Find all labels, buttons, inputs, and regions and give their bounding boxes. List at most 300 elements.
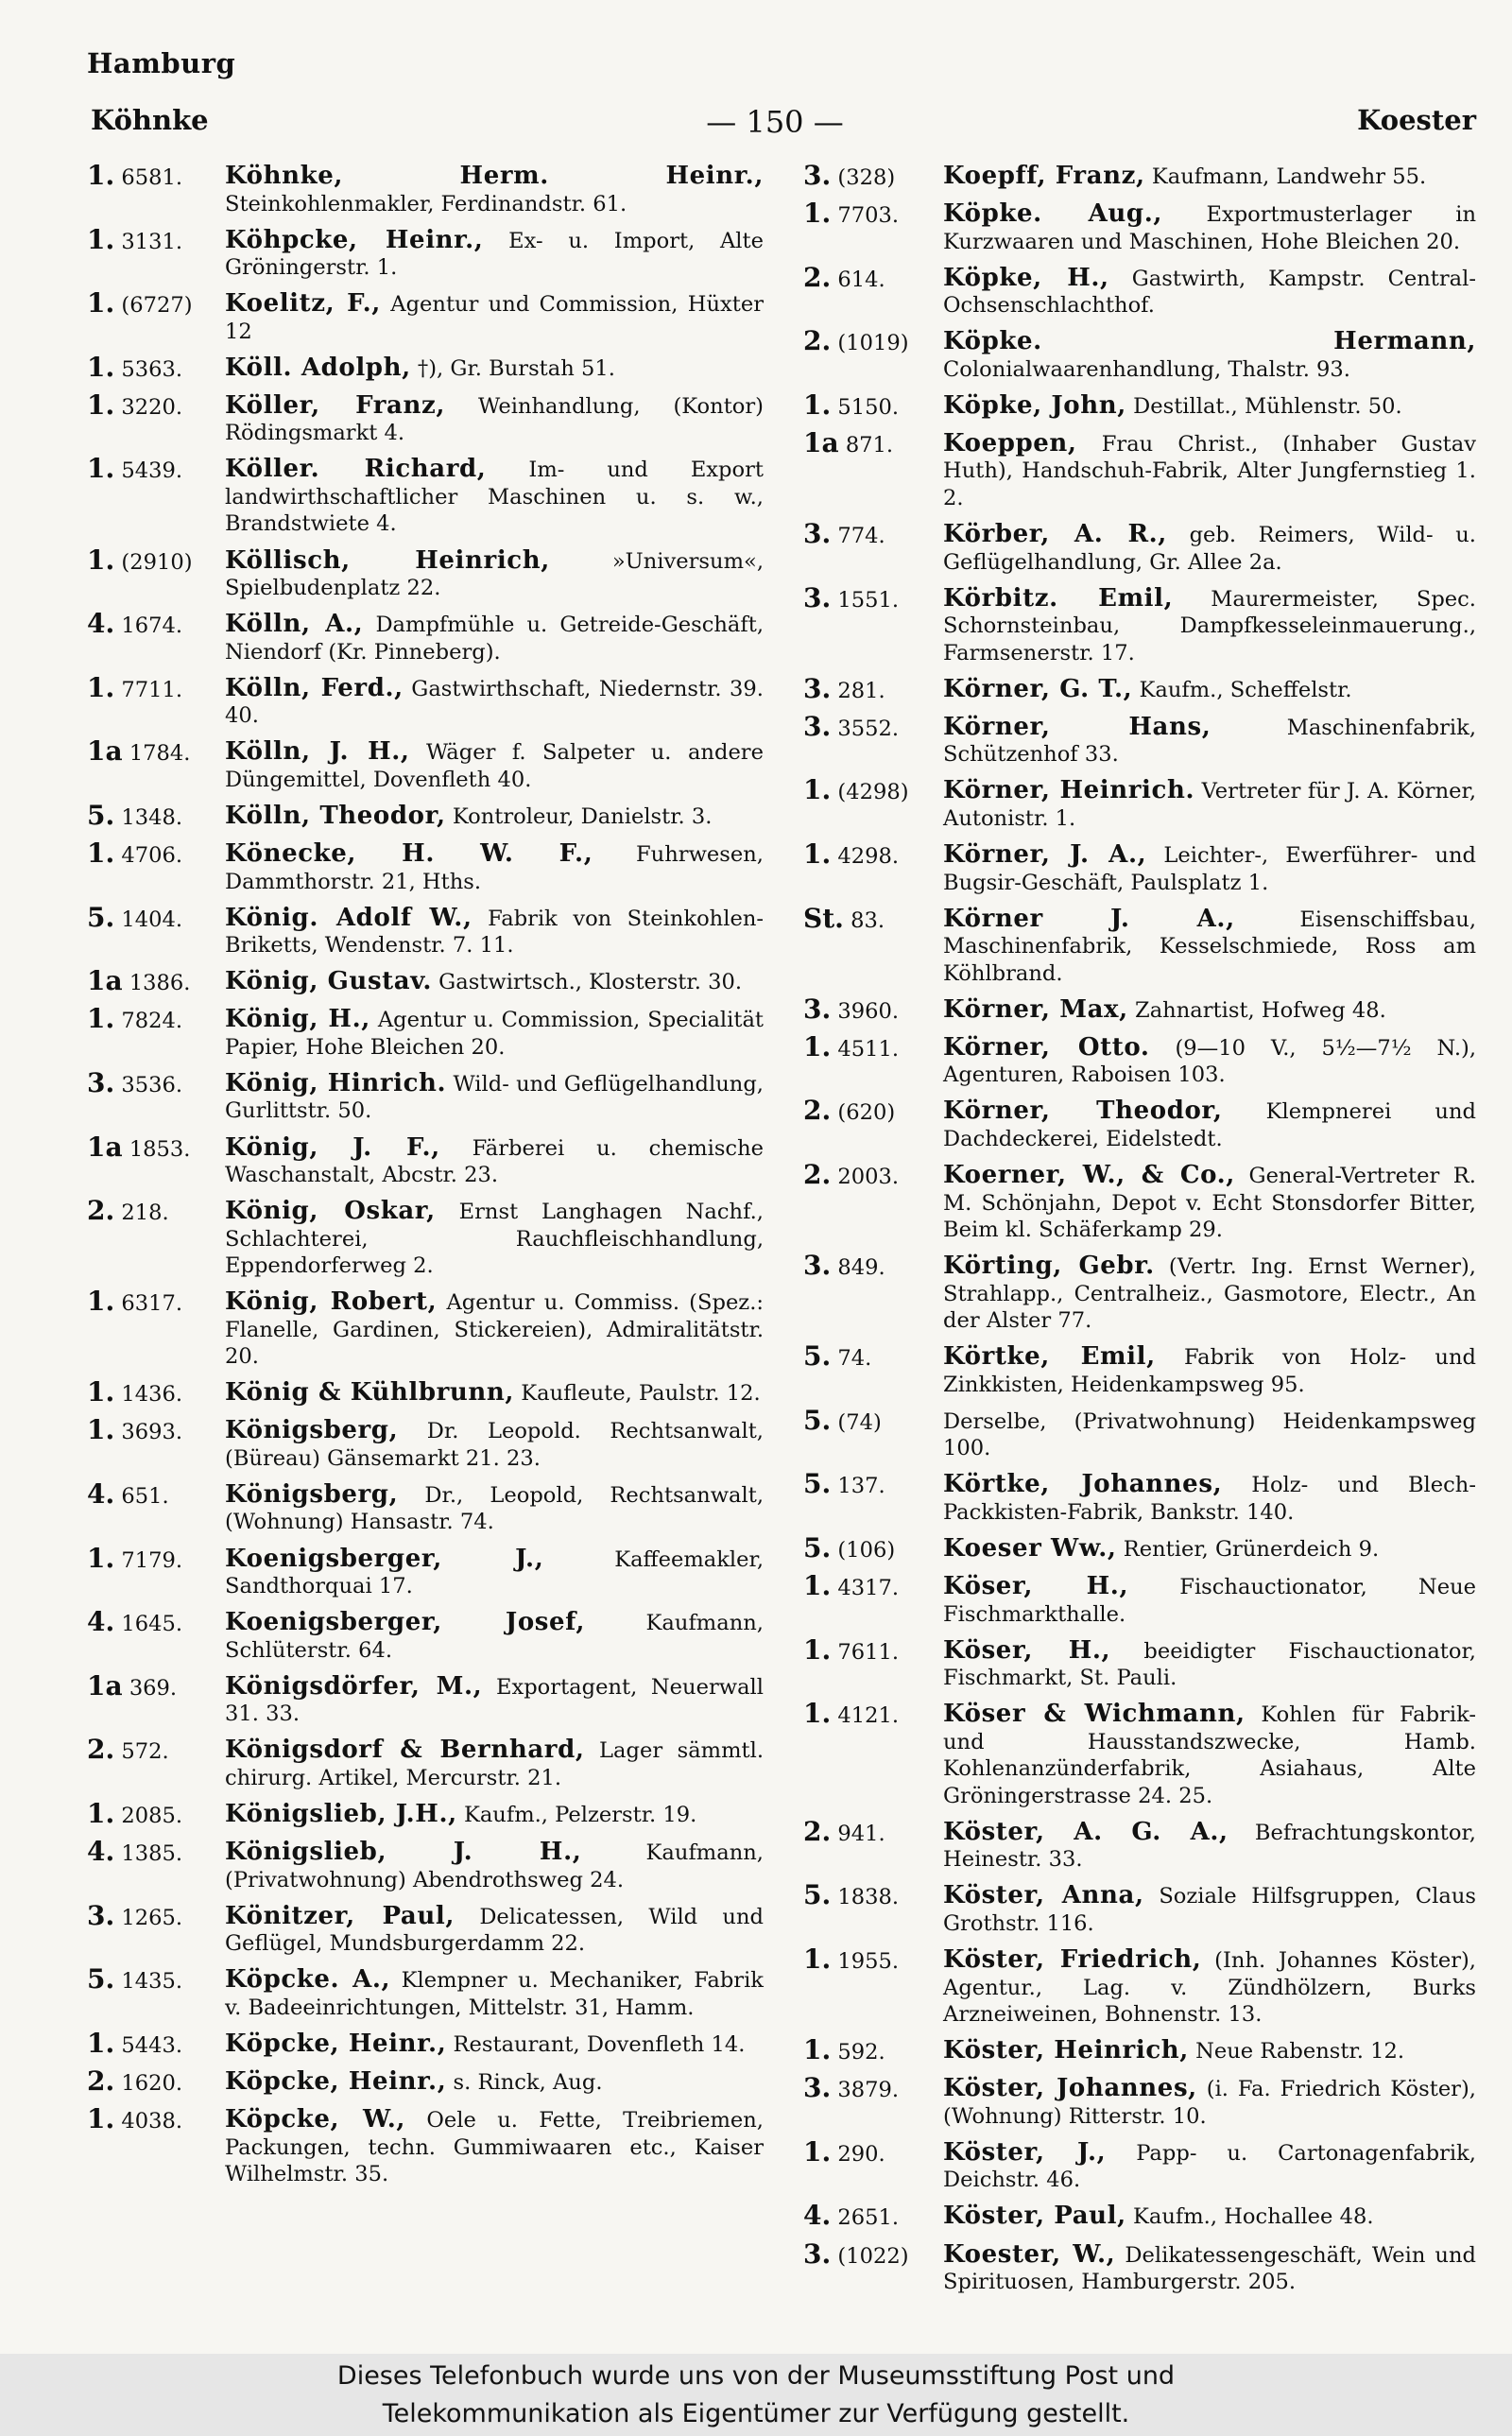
directory-entry [87, 1836, 764, 1893]
subscriber-name: Kölln, A., [225, 610, 364, 639]
line-number: 290. [837, 2141, 885, 2167]
directory-entry [87, 1963, 764, 2021]
subscriber-name: Körner J. A., [943, 904, 1235, 933]
exchange-code: 3. [803, 1250, 832, 1282]
exchange-code: 3. [803, 710, 832, 742]
phone-number [87, 160, 225, 217]
exchange-code: 1. [87, 2103, 115, 2134]
directory-entry [87, 223, 764, 282]
phone-number [803, 1250, 943, 1335]
entry-text [225, 547, 764, 602]
line-number: 592. [837, 2040, 885, 2065]
entry-text [225, 1134, 764, 1189]
directory-entry [803, 993, 1476, 1026]
directory-entry [803, 200, 1476, 255]
entry-text [943, 163, 1476, 192]
entry-text [943, 1637, 1476, 1692]
line-number: 1674. [121, 613, 183, 639]
directory-entry [803, 1097, 1476, 1152]
subscriber-details: Im- und Export landwirthschaftlicher Maschinen u. s. w., Brandstwiete 4. [225, 458, 764, 537]
entry-text [943, 1882, 1476, 1937]
entry-text [943, 1471, 1476, 1526]
entry-text [225, 1609, 764, 1664]
directory-entry [87, 389, 764, 447]
phone-number [803, 710, 943, 769]
exchange-code: 1. [803, 198, 832, 230]
line-number: 3220. [121, 394, 183, 420]
entry-text [943, 585, 1476, 667]
subscriber-details: Gastwirth, Kampstr. Central-Ochsenschlachthof. [943, 266, 1476, 319]
directory-entry [803, 1633, 1476, 1692]
subscriber-name: Körner, J. A., [943, 840, 1147, 870]
last-entry-keyword: Koester [1357, 104, 1476, 136]
subscriber-name: Köster, A. G. A., [943, 1817, 1228, 1846]
entry-text [943, 430, 1476, 512]
line-number: (328) [837, 165, 896, 190]
subscriber-name: Kölln, Theodor, [225, 801, 446, 830]
directory-entry [87, 608, 765, 665]
subscriber-name: Köster, Anna, [943, 1881, 1144, 1910]
subscriber-name: Köll. Adolph, [225, 353, 411, 382]
phone-number [87, 799, 225, 832]
subscriber-details: Lager sämmtl. chirurg. Artikel, Mercurstr. 21. [225, 1738, 764, 1790]
directory-entry [87, 1376, 764, 1408]
directory-entry [87, 2065, 764, 2098]
phone-number [87, 453, 225, 538]
subscriber-details: Rentier, Grünerdeich 9. [1123, 1536, 1380, 1562]
entry-text [225, 675, 764, 730]
directory-entry [87, 1414, 764, 1472]
line-number: 6317. [121, 1291, 183, 1317]
line-number: 3131. [121, 229, 183, 254]
subscriber-details: (Inh. Johannes Köster), Agentur., Lag. v. Zündhölzern, Burks Arzneiweinen, Bohnenstr. 13. [943, 1948, 1476, 2028]
line-number: 1265. [121, 1905, 183, 1930]
exchange-code: 1. [87, 223, 115, 255]
subscriber-details: Delikatessengeschäft, Wein und Spirituosen, Hamburgerstr. 205. [943, 2242, 1476, 2294]
directory-entry [87, 453, 764, 538]
line-number: 5363. [121, 356, 183, 382]
exchange-code: 2. [803, 1815, 832, 1847]
subscriber-details: Kontroleur, Danielstr. 3. [452, 803, 713, 829]
exchange-code: 1. [803, 389, 832, 421]
directory-entry [803, 1404, 1476, 1462]
subscriber-name: Körber, A. R., [943, 520, 1167, 549]
line-number: 774. [837, 524, 885, 549]
subscriber-details: Kaufmann, Schlüterstr. 64. [225, 1611, 764, 1663]
first-entry-keyword: Köhnke [91, 104, 209, 136]
phone-number [803, 2072, 943, 2130]
phone-number [803, 160, 943, 192]
subscriber-name: König, Oskar, [225, 1197, 436, 1226]
subscriber-name: Koester, W., [943, 2239, 1116, 2269]
subscriber-name: Köster, Paul, [943, 2202, 1126, 2231]
exchange-code: 2. [803, 261, 832, 293]
line-number: 4038. [121, 2109, 183, 2134]
subscriber-details: Dr. Leopold. Rechtsanwalt, (Büreau) Gänsemarkt 21. 23. [225, 1419, 764, 1471]
line-number: 4298. [837, 844, 900, 870]
phone-number [803, 1340, 943, 1398]
phone-number [87, 1131, 225, 1189]
line-number: 941. [837, 1821, 885, 1846]
entry-text [943, 1253, 1476, 1335]
subscriber-name: Köpke. Aug., [943, 199, 1163, 229]
subscriber-details: Maschinenfabrik, Schützenhof 33. [943, 715, 1477, 768]
subscriber-details: Frau Christ., (Inhaber Gustav Huth), Handschuh-Fabrik, Alter Jungfernstieg 1. 2. [943, 431, 1476, 510]
entry-text [225, 2106, 764, 2188]
entry-text [943, 2139, 1476, 2194]
entry-text [225, 1736, 764, 1791]
entry-text [943, 2241, 1476, 2296]
subscriber-name: König & Kühlbrunn, [225, 1378, 515, 1408]
exchange-code: 2. [87, 1195, 115, 1227]
line-number: 5439. [121, 458, 183, 484]
subscriber-name: Köser, H., [943, 1572, 1129, 1601]
entry-text [943, 714, 1476, 769]
exchange-code: 2. [803, 1095, 832, 1127]
subscriber-details: »Universum«, Spielbudenplatz 22. [225, 548, 764, 601]
phone-number [87, 1797, 225, 1830]
phone-number [803, 1159, 943, 1244]
line-number: 218. [121, 1201, 169, 1226]
subscriber-details: (i. Fa. Friedrich Köster), (Wohnung) Ritterstr. 10. [943, 2077, 1476, 2129]
exchange-code: 1. [803, 1570, 832, 1602]
entry-text [943, 2075, 1476, 2130]
phone-number [803, 1468, 943, 1526]
exchange-code: 5. [87, 799, 115, 831]
subscriber-details: (Vertr. Ing. Ernst Werner), Strahlapp., Centralheiz., Gasmotore, Electr., An der Alster 77. [943, 1254, 1476, 1334]
directory-entry [803, 1946, 1476, 2029]
exchange-code: 1a [87, 1131, 123, 1163]
subscriber-name: Köser & Wichmann, [943, 1700, 1246, 1729]
exchange-code: 1. [87, 1797, 115, 1829]
entry-text [943, 1819, 1476, 1874]
line-number: 3552. [837, 716, 900, 741]
exchange-code: 1. [87, 2027, 115, 2059]
phone-number [803, 902, 943, 988]
phone-number [87, 287, 225, 345]
exchange-code: 3. [87, 1899, 115, 1931]
subscriber-details: Exportagent, Neuerwall 31. 33. [225, 1674, 765, 1727]
directory-entry [87, 351, 764, 384]
directory-entry [87, 1477, 765, 1536]
exchange-code: 2. [803, 1159, 832, 1190]
line-number: 7179. [121, 1547, 183, 1573]
phone-number [803, 2034, 943, 2066]
subscriber-name: Köpcke, W., [225, 2105, 406, 2134]
entry-text [943, 841, 1476, 896]
exchange-code: 3. [803, 2237, 832, 2270]
subscriber-details: Wild- und Geflügelhandlung, Gurlittstr. 50. [225, 1071, 764, 1124]
subscriber-name: Koepff, Franz, [943, 162, 1145, 190]
directory-entry [87, 1736, 764, 1791]
phone-number [87, 1836, 225, 1893]
directory-entry [87, 1606, 764, 1664]
phone-number [87, 1736, 225, 1791]
subscriber-details: Soziale Hilfsgruppen, Claus Grothstr. 116. [943, 1884, 1477, 1936]
subscriber-name: Köster, Johannes, [943, 2074, 1197, 2103]
subscriber-name: König, Gustav. [225, 967, 432, 996]
exchange-code: 4. [87, 1606, 115, 1638]
line-number: 1645. [121, 1612, 183, 1637]
subscriber-details: Restaurant, Dovenfleth 14. [453, 2031, 746, 2057]
line-number: 83. [850, 907, 885, 933]
subscriber-details: Klempner u. Mechaniker, Fabrik v. Badeeinrichtungen, Mittelstr. 31, Hamm. [225, 1968, 764, 2020]
subscriber-details: Kaufm., Scheffelstr. [1139, 677, 1352, 702]
phone-number [87, 1606, 225, 1664]
subscriber-name: Köster, Heinrich, [943, 2036, 1189, 2065]
subscriber-name: Köster, J., [943, 2137, 1107, 2167]
exchange-code: 1. [803, 1698, 832, 1730]
line-number: (4298) [837, 780, 909, 805]
subscriber-details: Dampfmühle u. Getreide-Geschäft, Niendorf (Kr. Pinneberg). [225, 613, 765, 665]
directory-entry [87, 544, 764, 602]
subscriber-details: Colonialwaarenhandlung, Thalstr. 93. [943, 356, 1350, 382]
exchange-code: 1. [87, 671, 115, 703]
entry-text [943, 1034, 1476, 1089]
subscriber-details: Neue Rabenstr. 12. [1195, 2039, 1405, 2065]
directory-entry [803, 1879, 1477, 1937]
entry-text [225, 1673, 764, 1728]
subscriber-details: Ex- u. Import, Alte Gröningerstr. 1. [225, 228, 764, 281]
exchange-code: 5. [87, 901, 115, 933]
subscriber-name: Königsdorf & Bernhard, [225, 1736, 585, 1765]
directory-entry [803, 389, 1476, 422]
phone-number [803, 993, 943, 1026]
phone-number [87, 223, 225, 282]
subscriber-name: Kölln, J. H., [225, 737, 410, 767]
phone-number [803, 1946, 943, 2029]
directory-entry [803, 1159, 1476, 1244]
subscriber-details: Steinkohlenmakler, Ferdinandstr. 61. [225, 191, 627, 216]
subscriber-name: Körbitz. Emil, [943, 583, 1174, 613]
entry-text [225, 1006, 764, 1061]
phone-number [803, 581, 943, 667]
phone-number [803, 2135, 943, 2194]
subscriber-name: König, Hinrich. [225, 1068, 447, 1097]
footer-notice [0, 2354, 1512, 2436]
line-number: 2651. [837, 2205, 900, 2231]
directory-entry [803, 1250, 1476, 1335]
directory-entry [803, 160, 1476, 192]
footer-line-2: Telekommunikation als Eigentümer zur Verfügung gestellt. [382, 2399, 1130, 2428]
directory-entry [87, 1669, 765, 1728]
phone-number [87, 544, 225, 602]
phone-number [803, 200, 943, 255]
left-column [87, 160, 765, 2188]
exchange-code: 1. [87, 351, 115, 383]
subscriber-name: Körner, G. T., [943, 674, 1133, 703]
subscriber-name: Königsberg, [225, 1416, 399, 1445]
subscriber-details: Exportmusterlager in Kurzwaaren und Maschinen, Hohe Bleichen 20. [943, 202, 1476, 254]
line-number: 5443. [121, 2032, 183, 2058]
subscriber-details: Gastwirthschaft, Niedernstr. 39. 40. [225, 676, 764, 729]
line-number: 871. [845, 432, 894, 458]
subscriber-name: Köller. Richard, [225, 455, 487, 484]
subscriber-name: Koenigsberger, Josef, [225, 1608, 585, 1637]
line-number: 74. [837, 1346, 872, 1372]
exchange-code: 1. [803, 2034, 832, 2066]
line-number: (1022) [837, 2243, 909, 2269]
subscriber-details: Gastwirtsch., Klosterstr. 30. [438, 970, 742, 995]
subscriber-name: Köpke. Hermann, [943, 327, 1476, 356]
line-number: 1404. [121, 907, 183, 932]
directory-entry [87, 1797, 764, 1830]
line-number: 614. [837, 267, 885, 292]
exchange-code: 5. [803, 1340, 832, 1373]
exchange-code: 1. [87, 1003, 115, 1035]
entry-text [943, 1097, 1476, 1152]
subscriber-details: beeidigter Fischauctionator, Fischmarkt, St. Pauli. [943, 1638, 1476, 1691]
phone-number [87, 1195, 225, 1280]
line-number: 5150. [837, 394, 900, 420]
line-number: 2085. [121, 1803, 183, 1828]
subscriber-name: Körner, Theodor, [943, 1097, 1223, 1126]
subscriber-details: Kaffeemakler, Sandthorquai 17. [225, 1546, 765, 1599]
directory-entry [803, 838, 1476, 896]
phone-number [803, 2200, 943, 2232]
entry-text [943, 521, 1476, 576]
subscriber-name: Koelitz, F., [225, 289, 381, 319]
entry-text [225, 1801, 764, 1830]
exchange-code: 1. [87, 160, 115, 191]
phone-number [87, 1669, 225, 1728]
directory-entry [87, 2027, 764, 2060]
subscriber-details: Kaufleute, Paulstr. 12. [521, 1381, 761, 1407]
subscriber-name: Köpke, H., [943, 263, 1109, 292]
entry-text [225, 1198, 764, 1280]
subscriber-details: Oele u. Fette, Treibriemen, Packungen, techn. Gummiwaaren etc., Kaiser Wilhelmstr. 35. [225, 2108, 764, 2186]
entry-text [943, 1343, 1476, 1398]
phone-number [803, 1531, 943, 1564]
subscriber-name: Körner, Max, [943, 994, 1128, 1024]
phone-number [87, 1477, 225, 1536]
exchange-code: 5. [87, 1963, 115, 1995]
subscriber-details: Kaufm., Hochallee 48. [1133, 2204, 1374, 2230]
phone-number [803, 2237, 943, 2296]
exchange-code: 3. [87, 1066, 115, 1098]
directory-entry [803, 2072, 1476, 2130]
entry-text [943, 392, 1476, 422]
entry-text [225, 354, 764, 384]
exchange-code: 1. [87, 1542, 115, 1574]
subscriber-name: Königsdörfer, M., [225, 1671, 483, 1701]
line-number: 137. [837, 1474, 885, 1499]
phone-number [803, 774, 943, 832]
phone-number [803, 426, 943, 512]
subscriber-name: Koeser Ww., [943, 1533, 1117, 1563]
exchange-code: 1. [803, 774, 832, 806]
exchange-code: 5. [803, 1531, 832, 1564]
directory-entry [87, 1066, 764, 1125]
phone-number [87, 671, 225, 730]
subscriber-name: Köller, Franz, [225, 390, 446, 420]
subscriber-details: (9—10 V., 5½—7½ N.), Agenturen, Raboisen 103. [943, 1035, 1477, 1088]
subscriber-name: Koeppen, [943, 428, 1077, 458]
phone-number [803, 1879, 943, 1937]
city-heading: Hamburg [87, 47, 236, 79]
entry-text [943, 1573, 1476, 1628]
directory-entry [803, 1030, 1477, 1089]
directory-entry [87, 287, 764, 345]
entry-text [943, 265, 1476, 320]
entry-text [943, 1701, 1476, 1809]
phone-number [87, 1899, 225, 1958]
line-number: 4706. [121, 843, 183, 869]
subscriber-details: Fischauctionator, Neue Fischmarkthalle. [943, 1575, 1476, 1627]
subscriber-details: Papp- u. Cartonagenfabrik, Deichstr. 46. [943, 2140, 1476, 2193]
phone-number [87, 735, 225, 793]
line-number: 3536. [121, 1072, 183, 1097]
exchange-code: 4. [803, 2200, 832, 2232]
subscriber-details: Befrachtungskontor, Heinestr. 33. [943, 1820, 1476, 1873]
subscriber-name: Köhnke, Herm. Heinr., [225, 162, 764, 190]
exchange-code: 4. [87, 608, 115, 640]
phone-number [87, 965, 225, 997]
entry-text [225, 1288, 764, 1371]
line-number: 1838. [837, 1885, 900, 1910]
subscriber-name: Könecke, H. W. F., [225, 839, 593, 869]
subscriber-name: Köpcke. A., [225, 1965, 391, 1995]
subscriber-details: †), Gr. Burstah 51. [417, 355, 615, 381]
phone-number [87, 389, 225, 447]
exchange-code: 1. [803, 2135, 832, 2168]
entry-text [943, 906, 1476, 988]
subscriber-details: Klempnerei und Dachdeckerei, Eidelstedt. [943, 1099, 1476, 1151]
directory-entry [803, 902, 1476, 988]
subscriber-details: Fabrik von Steinkohlen-Briketts, Wendenstr. 7. 11. [225, 906, 765, 959]
subscriber-name: Köster, Friedrich, [943, 1945, 1202, 1975]
exchange-code: 1a [803, 426, 839, 458]
line-number: 4511. [837, 1036, 900, 1062]
phone-number [803, 838, 943, 896]
line-number: 4121. [837, 1703, 900, 1729]
subscriber-details: Dr., Leopold, Rechtsanwalt, (Wohnung) Hansastr. 74. [225, 1482, 765, 1535]
entry-text [943, 200, 1476, 255]
phone-number [87, 1066, 225, 1125]
entry-text [225, 227, 764, 282]
phone-number [803, 518, 943, 576]
phone-number [87, 608, 225, 665]
exchange-code: 5. [803, 1468, 832, 1500]
subscriber-name: Könitzer, Paul, [225, 1901, 455, 1930]
phone-number [87, 1414, 225, 1472]
right-column [803, 160, 1477, 2296]
exchange-code: 4. [87, 1836, 115, 1868]
subscriber-details: Ernst Langhagen Nachf., Schlachterei, Rauchfleischhandlung, Eppendorferweg 2. [225, 1200, 764, 1279]
exchange-code: 3. [803, 581, 832, 613]
exchange-code: 4. [87, 1477, 115, 1510]
directory-entry [87, 965, 764, 997]
directory-entry [87, 2103, 764, 2188]
directory-entry [87, 1899, 764, 1958]
subscriber-details: Kaufm., Pelzerstr. 19. [463, 1802, 697, 1827]
directory-entry [803, 710, 1477, 769]
directory-entry [87, 901, 765, 959]
phone-number [87, 1963, 225, 2021]
directory-entry [803, 1815, 1476, 1874]
phone-number [87, 351, 225, 384]
line-number: 1348. [121, 804, 183, 830]
directory-entry [803, 2237, 1476, 2296]
subscriber-name: Kölln, Ferd., [225, 673, 404, 702]
subscriber-details: Vertreter für J. A. Körner, Autonistr. 1. [943, 779, 1476, 831]
phone-number [803, 1097, 943, 1152]
entry-text [943, 996, 1476, 1026]
subscriber-details: s. Rinck, Aug. [453, 2069, 603, 2095]
entry-text [225, 1417, 764, 1472]
phone-number [803, 1815, 943, 1874]
phone-number [803, 1570, 943, 1628]
